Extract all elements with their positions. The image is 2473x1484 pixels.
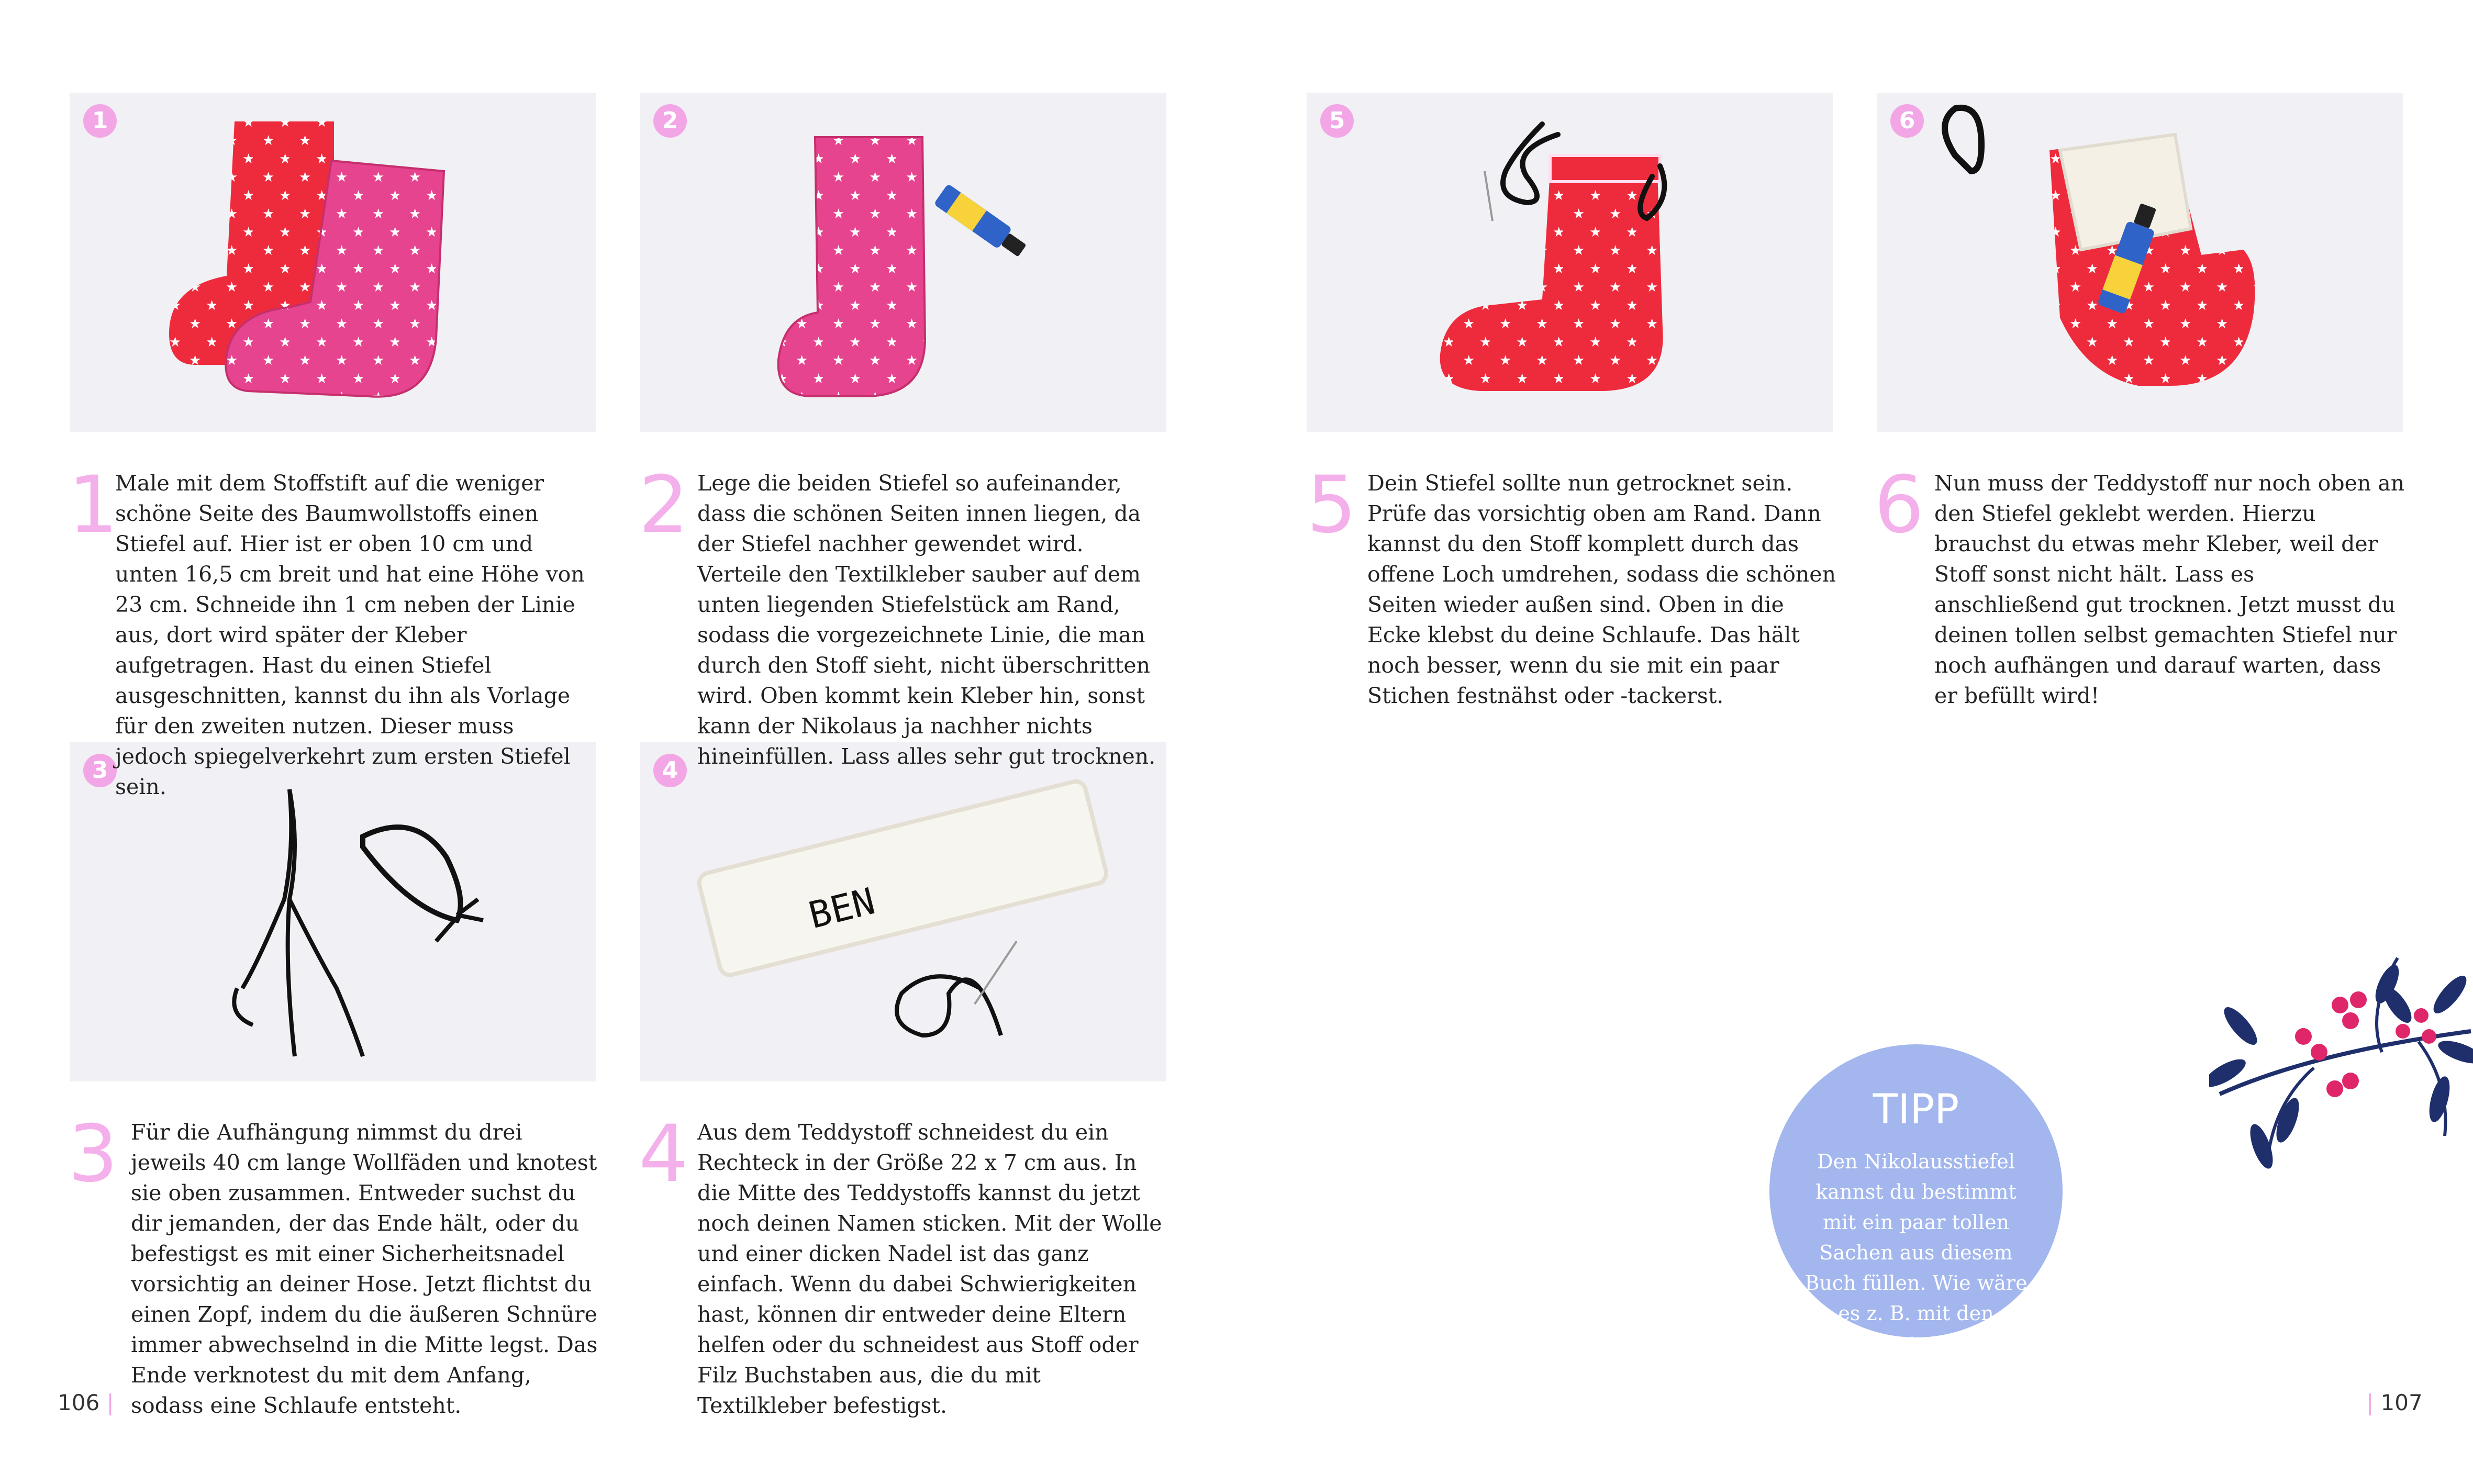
stockings-cutout-illustration xyxy=(70,93,596,432)
tip-title: TIPP xyxy=(1873,1086,1959,1133)
step-badge-2: 2 xyxy=(653,104,687,138)
step-text-5: Dein Stiefel sollte nun getrocknet sein. Prüfe das vorsichtig oben am Rand. Dann kannst du den Stoff komplett durch das offene Loch umdrehen, sodass die schönen Seiten wieder außen sind. Oben in die Ecke klebst du deine Schlaufe. Das hält noch besser, wenn du sie mit ein paar Stichen festnähst oder -tackerst. xyxy=(1367,471,1836,708)
step-text-2: Lege die beiden Stiefel so aufeinander, dass die schönen Seiten innen liegen, da der Stiefel nachher gewendet wird. Verteile den Textilkleber sauber auf dem unten liegenden Stiefelstück am Rand, sodass die vorgezeichnete Linie, die man durch den Stoff sieht, nicht überschritten wird. Oben kommt kein Kleber hin, sonst kann der Nikolaus ja nachher nichts hineinfüllen. Lass alles sehr gut trocknen. xyxy=(697,471,1156,769)
step-text-6: Nun muss der Teddystoff nur noch oben an den Stiefel geklebt werden. Hierzu brauchst du etwas mehr Kleber, weil der Stoff sonst nicht hält. Lass es anschließend gut trocknen. Jetzt musst du deinen tollen selbst gemachten Stiefel nur noch aufhängen und darauf warten, dass er befüllt wird! xyxy=(1934,471,2405,708)
step-badge-3: 3 xyxy=(83,754,117,787)
step-number-6: 6 xyxy=(1874,460,1924,551)
page-number-107: 107 xyxy=(2380,1390,2423,1415)
step-badge-4: 4 xyxy=(653,754,687,787)
step-number-2: 2 xyxy=(639,460,689,551)
step-number-5: 5 xyxy=(1307,460,1357,551)
step-badge-1: 1 xyxy=(83,104,117,138)
page-separator-right: | xyxy=(2366,1390,2374,1415)
embroidered-name: BEN xyxy=(804,879,879,938)
step-badge-6: 6 xyxy=(1890,104,1924,138)
step-number-3: 3 xyxy=(68,1109,118,1200)
page-number-left xyxy=(58,1390,114,1415)
stocking-turned-illustration xyxy=(1307,93,1833,432)
step-number-4: 4 xyxy=(639,1109,689,1200)
photo-step-2 xyxy=(640,93,1166,432)
stocking-finished-illustration xyxy=(1877,93,2403,432)
tip-text: Den Nikolausstiefel kannst du bestimmt mit ein paar tollen Sachen aus diesem Buch füllen. Wie wäre es z. B. mit den Schokosternen im Glas von Seite 125? xyxy=(1804,1150,2028,1386)
teddy-fabric-illustration xyxy=(640,742,1166,1081)
step-badge-5: 5 xyxy=(1320,104,1354,138)
photo-step-5 xyxy=(1307,93,1833,432)
stocking-glue-illustration xyxy=(640,93,1166,432)
page-number-right xyxy=(2366,1390,2423,1415)
step-text-4: Aus dem Teddystoff schneidest du ein Rechteck in der Größe 22 x 7 cm aus. In die Mitte des Teddystoffs kannst du jetzt noch deinen Namen sticken. Mit der Wolle und einer dicken Nadel ist das ganz einfach. Wenn du dabei Schwierigkeiten hast, können dir entweder deine Eltern helfen oder du schneidest aus Stoff oder Filz Buchstaben aus, die du mit Textilkleber befestigst. xyxy=(697,1120,1162,1418)
page-separator-left: | xyxy=(106,1390,114,1415)
step-number-1: 1 xyxy=(68,460,118,551)
step-text-1: Male mit dem Stoffstift auf die weniger schöne Seite des Baumwollstoffs einen Stiefel auf. Hier ist er oben 10 cm und unten 16,5 cm breit und hat eine Höhe von 23 cm. Schneide ihn 1 cm neben der Linie aus, dort wird später der Kleber aufgetragen. Hast du einen Stiefel ausgeschnitten, kannst du ihn als Vorlage für den zweiten nutzen. Dieser muss jedoch spiegelverkehrt zum ersten Stiefel sein. xyxy=(115,471,585,799)
berry-branch-decoration xyxy=(2209,947,2473,1209)
step-text-3: Für die Aufhängung nimmst du drei jeweils 40 cm lange Wollfäden und knotest sie oben zusammen. Entweder suchst du dir jemanden, der das Ende hält, oder du befestigst es mit einer Sicherheitsnadel vorsichtig an deiner Hose. Jetzt flichtst du einen Zopf, indem du die äußeren Schnüre immer abwechselnd in die Mitte legst. Das Ende verknotest du mit dem Anfang, sodass eine Schlaufe entsteht. xyxy=(131,1120,598,1418)
page-number-106: 106 xyxy=(58,1390,100,1415)
photo-step-1 xyxy=(70,93,596,432)
photo-step-6 xyxy=(1877,93,2403,432)
photo-step-4 xyxy=(640,742,1166,1081)
